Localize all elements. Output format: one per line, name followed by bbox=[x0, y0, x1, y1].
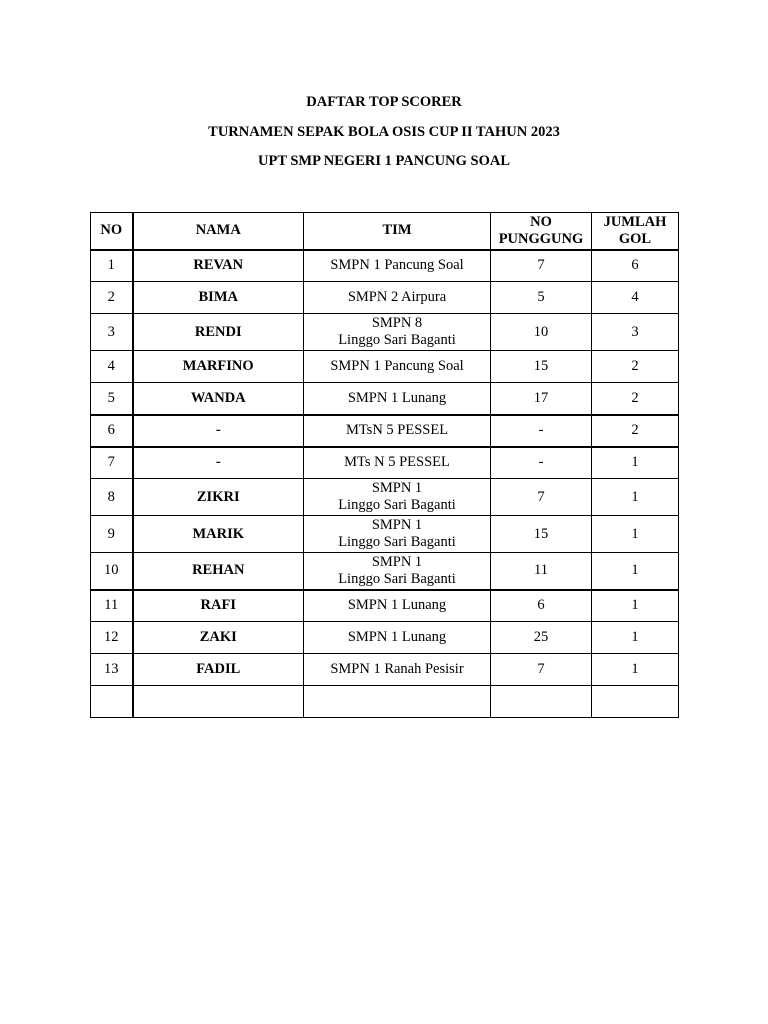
cell-no-punggung: 10 bbox=[491, 314, 592, 351]
header-nama: NAMA bbox=[133, 213, 304, 250]
cell-tim-line: MTs N 5 PESSEL bbox=[344, 454, 450, 471]
cell-jumlah-gol: 1 bbox=[592, 622, 679, 654]
cell-no-punggung: 6 bbox=[491, 590, 592, 622]
cell-no: 6 bbox=[91, 415, 133, 447]
table-row bbox=[91, 447, 679, 479]
cell-tim-line: SMPN 1 bbox=[371, 480, 423, 496]
cell-nama: REHAN bbox=[133, 553, 304, 590]
cell-tim bbox=[304, 447, 491, 479]
cell-tim bbox=[304, 516, 491, 553]
header-no-punggung bbox=[491, 213, 592, 250]
cell-no-punggung: 11 bbox=[491, 553, 592, 590]
cell-tim bbox=[304, 622, 491, 654]
cell-no-punggung: - bbox=[491, 415, 592, 447]
header-no: NO bbox=[91, 213, 133, 250]
cell-tim bbox=[304, 553, 491, 590]
table-row bbox=[91, 654, 679, 686]
cell-tim bbox=[304, 383, 491, 415]
tournament-title: TURNAMEN SEPAK BOLA OSIS CUP II TAHUN 2023 bbox=[208, 123, 560, 140]
cell-tim-line: Linggo Sari Baganti bbox=[338, 570, 456, 587]
table-row bbox=[91, 314, 679, 351]
header-jumlah-gol bbox=[592, 213, 679, 250]
cell-jumlah-gol: 3 bbox=[592, 314, 679, 351]
cell-tim-line: SMPN 1 bbox=[371, 553, 423, 570]
table-row bbox=[91, 622, 679, 654]
cell-nama: MARFINO bbox=[133, 351, 304, 383]
cell-no: 1 bbox=[91, 250, 133, 282]
cell-no-punggung: 7 bbox=[491, 479, 592, 516]
cell-nama bbox=[133, 686, 304, 718]
cell-tim bbox=[304, 282, 491, 314]
cell-tim-line: MTsN 5 PESSEL bbox=[345, 422, 449, 438]
cell-no: 12 bbox=[91, 622, 133, 654]
table-row bbox=[91, 553, 679, 590]
cell-no-punggung: 25 bbox=[491, 622, 592, 654]
header-row bbox=[91, 213, 679, 250]
cell-no: 9 bbox=[91, 516, 133, 553]
cell-nama: - bbox=[133, 415, 304, 447]
cell-tim-line: SMPN 1 Lunang bbox=[347, 389, 447, 406]
cell-no: 11 bbox=[91, 590, 133, 622]
cell-no-punggung: 7 bbox=[491, 250, 592, 282]
cell-jumlah-gol: 2 bbox=[592, 415, 679, 447]
cell-nama: ZIKRI bbox=[133, 479, 304, 516]
top-scorer-table bbox=[90, 212, 679, 718]
cell-nama: - bbox=[133, 447, 304, 479]
table-header bbox=[91, 213, 679, 250]
cell-tim-line: SMPN 2 Airpura bbox=[347, 289, 447, 305]
cell-jumlah-gol: 1 bbox=[592, 479, 679, 516]
header-jumlah-gol-line1: JUMLAH bbox=[603, 213, 667, 230]
table-row bbox=[91, 686, 679, 718]
cell-tim-line: SMPN 1 Pancung Soal bbox=[330, 257, 464, 274]
cell-no-punggung: - bbox=[491, 447, 592, 479]
cell-nama: MARIK bbox=[133, 516, 304, 553]
cell-jumlah-gol: 4 bbox=[592, 282, 679, 314]
header-jumlah-gol-line2: GOL bbox=[618, 230, 652, 247]
table-row bbox=[91, 516, 679, 553]
cell-no bbox=[91, 686, 133, 718]
cell-jumlah-gol: 2 bbox=[592, 351, 679, 383]
cell-tim bbox=[304, 351, 491, 383]
header-no-punggung-line2: PUNGGUNG bbox=[498, 230, 584, 247]
cell-tim-line: SMPN 1 Lunang bbox=[347, 629, 447, 645]
cell-tim bbox=[304, 686, 491, 718]
cell-nama: REVAN bbox=[133, 250, 304, 282]
cell-tim-line: SMPN 8 bbox=[371, 315, 423, 331]
cell-nama: RAFI bbox=[133, 590, 304, 622]
cell-no-punggung: 5 bbox=[491, 282, 592, 314]
table-row bbox=[91, 479, 679, 516]
cell-no: 13 bbox=[91, 654, 133, 686]
cell-tim bbox=[304, 654, 491, 686]
school-title: UPT SMP NEGERI 1 PANCUNG SOAL bbox=[257, 153, 511, 169]
cell-jumlah-gol: 2 bbox=[592, 383, 679, 415]
cell-tim-line: Linggo Sari Baganti bbox=[338, 497, 456, 513]
cell-tim-line: SMPN 1 Ranah Pesisir bbox=[330, 661, 464, 677]
cell-nama: RENDI bbox=[133, 314, 304, 351]
cell-no-punggung: 7 bbox=[491, 654, 592, 686]
cell-no: 10 bbox=[91, 553, 133, 590]
cell-nama: ZAKI bbox=[133, 622, 304, 654]
cell-jumlah-gol bbox=[592, 686, 679, 718]
cell-jumlah-gol: 1 bbox=[592, 654, 679, 686]
cell-tim-line: SMPN 1 Lunang bbox=[347, 597, 447, 614]
table-row bbox=[91, 590, 679, 622]
cell-no: 7 bbox=[91, 447, 133, 479]
cell-tim-line: Linggo Sari Baganti bbox=[338, 332, 456, 348]
cell-tim bbox=[304, 590, 491, 622]
cell-no-punggung: 15 bbox=[491, 351, 592, 383]
table-row bbox=[91, 383, 679, 415]
cell-no-punggung bbox=[491, 686, 592, 718]
cell-no: 5 bbox=[91, 383, 133, 415]
cell-jumlah-gol: 1 bbox=[592, 553, 679, 590]
cell-no-punggung: 17 bbox=[491, 383, 592, 415]
cell-tim-line: SMPN 1 bbox=[371, 517, 423, 533]
table-row bbox=[91, 415, 679, 447]
table-row bbox=[91, 351, 679, 383]
cell-tim-line: Linggo Sari Baganti bbox=[338, 534, 456, 550]
cell-jumlah-gol: 6 bbox=[592, 250, 679, 282]
document-title: DAFTAR TOP SCORER bbox=[306, 94, 462, 110]
table-row bbox=[91, 282, 679, 314]
cell-no: 4 bbox=[91, 351, 133, 383]
cell-no-punggung: 15 bbox=[491, 516, 592, 553]
cell-nama: BIMA bbox=[133, 282, 304, 314]
cell-nama: FADIL bbox=[133, 654, 304, 686]
cell-tim bbox=[304, 250, 491, 282]
cell-jumlah-gol: 1 bbox=[592, 516, 679, 553]
cell-tim bbox=[304, 415, 491, 447]
cell-no: 2 bbox=[91, 282, 133, 314]
document-header bbox=[0, 93, 768, 182]
header-tim: TIM bbox=[304, 213, 491, 250]
cell-tim-line: SMPN 1 Pancung Soal bbox=[330, 358, 464, 374]
cell-tim bbox=[304, 314, 491, 351]
cell-jumlah-gol: 1 bbox=[592, 447, 679, 479]
cell-no: 3 bbox=[91, 314, 133, 351]
cell-tim bbox=[304, 479, 491, 516]
cell-jumlah-gol: 1 bbox=[592, 590, 679, 622]
cell-nama: WANDA bbox=[133, 383, 304, 415]
header-no-punggung-line1: NO bbox=[530, 213, 552, 230]
cell-no: 8 bbox=[91, 479, 133, 516]
table-body bbox=[91, 250, 679, 718]
table-row bbox=[91, 250, 679, 282]
